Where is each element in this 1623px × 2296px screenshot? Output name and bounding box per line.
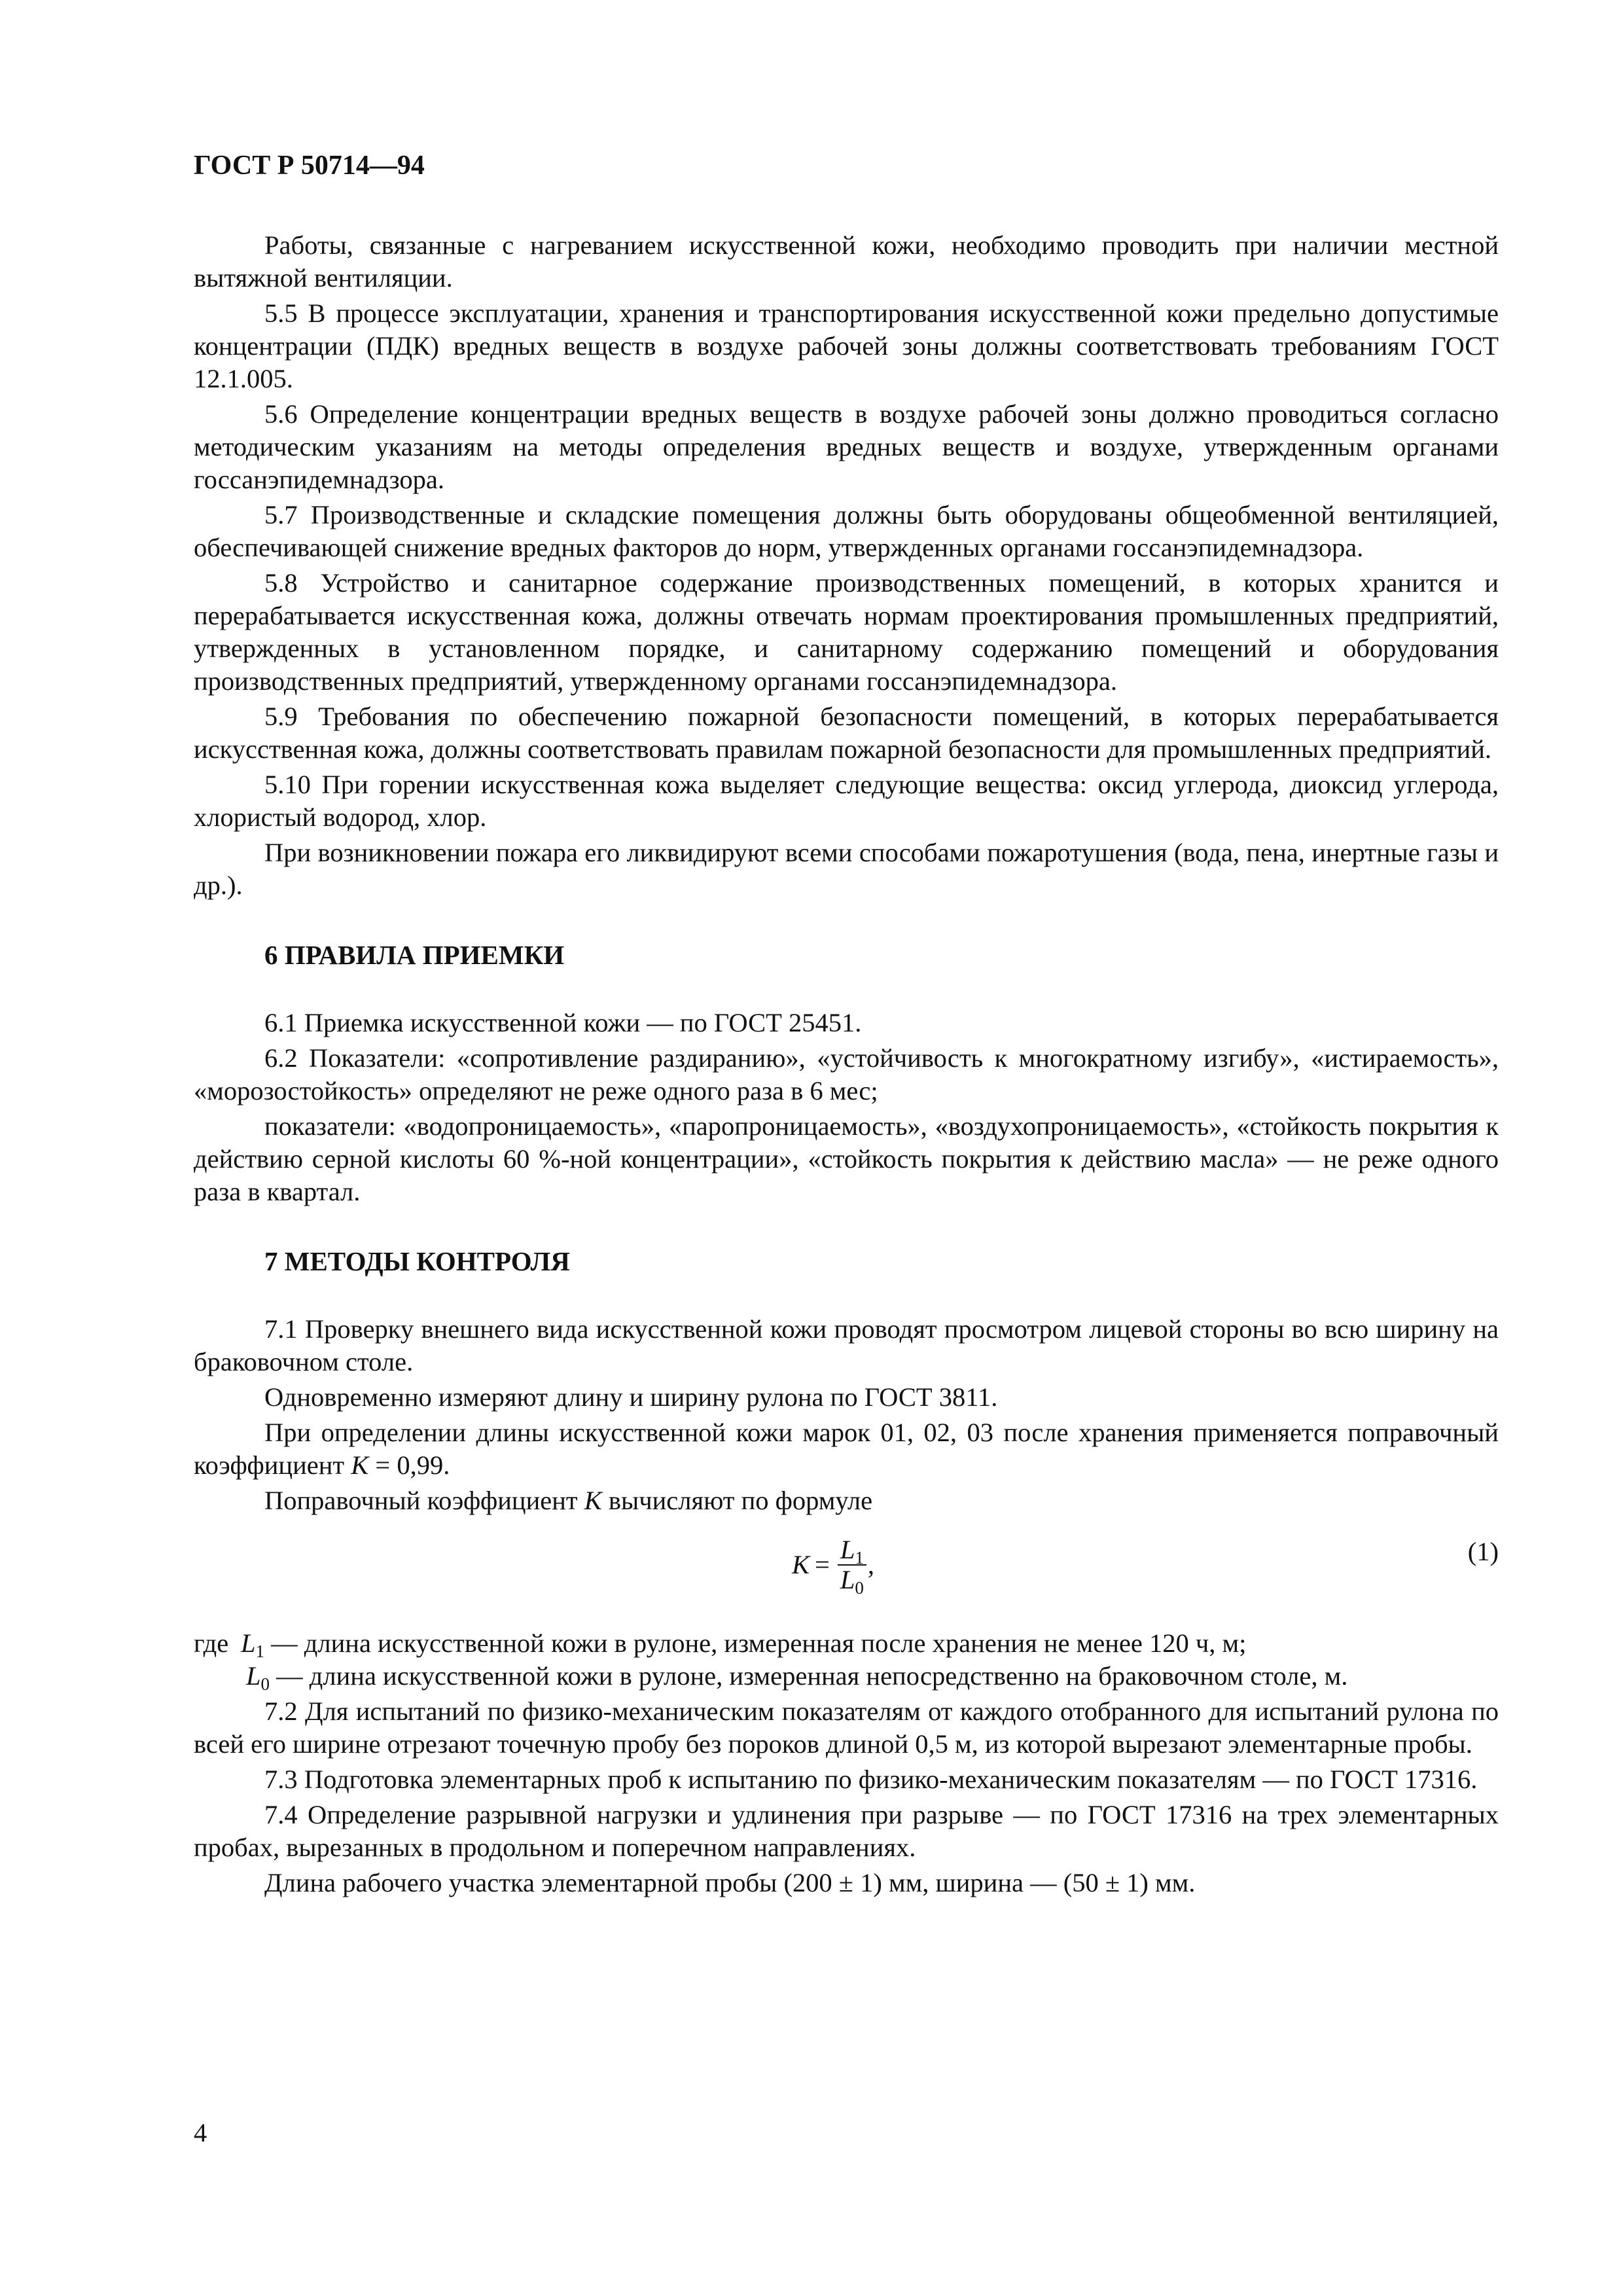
paragraph-text: вычисляют по формуле [601,1486,873,1515]
paragraph [194,1484,1499,1517]
fraction-denominator [838,1564,866,1598]
paragraph: При возникновении пожара его ликвидируют всеми способами пожаротушения (вода, пена, инертные газы и др.). [194,838,1499,900]
paragraph: 5.9 Требования по обеспечению пожарной безопасности помещений, в которых перерабатывается искусственная кожа, должны соответствовать правилам пожарной безопасности для промышленных предприятий. [194,702,1499,764]
document-header: ГОСТ Р 50714—94 [194,151,425,181]
paragraph: Работы, связанные с нагреванием искусственной кожи, необходимо проводить при наличии местной вытяжной вентиляции. [194,230,1499,293]
paragraph: 5.5 В процессе эксплуатации, хранения и транспортирования искусственной кожи предельно допустимые концентрации (ПДК) вредных веществ в воздухе рабочей зоны должны соответствовать требованиям ГОСТ 12.1.005. [194,298,1499,393]
paragraph: Длина рабочего участка элементарной пробы (200 ± 1) мм, ширина — (50 ± 1) мм. [264,1868,1196,1897]
equation-number: (1) [1467,1537,1499,1566]
page-number: 4 [194,2118,207,2147]
formula-lhs: K [792,1550,810,1579]
paragraph: 6.1 Приемка искусственной кожи — по ГОСТ 25451. [264,1008,862,1037]
formula-comma: , [867,1550,875,1579]
variable: L [840,1565,855,1594]
subscript: 1 [855,1548,864,1568]
paragraph-text: При определении длины искусственной кожи марок 01, 02, 03 после хранения применяется поправочный коэффициент [194,1418,1499,1480]
subscript: 0 [855,1578,864,1598]
paragraph: 5.10 При горении искусственная кожа выделяет следующие вещества: оксид углерода, диоксид углерода, хлористый водород, хлор. [194,770,1499,832]
formula-equals: = [815,1550,830,1579]
paragraph-text: Поправочный коэффициент [264,1486,584,1515]
variable: K [351,1450,369,1480]
variable: L [241,1628,256,1658]
fraction-numerator [838,1535,866,1568]
page-body [194,229,1499,1899]
where-label: где [194,1628,229,1658]
paragraph: показатели: «водопроницаемость», «паропроницаемость», «воздухопроницаемость», «стойкость покрытия к действию серной кислоты 60 %-ной концентрации», «стойкость покрытия к действию масла» — не реже одного раза в квартал. [194,1111,1499,1206]
formula [792,1535,875,1598]
paragraph: 7.2 Для испытаний по физико-механическим показателям от каждого отобранного для испытаний рулона по всей его ширине отрезают точечную пробу без пороков длиной 0,5 м, из которой вырезают элементарные пробы. [194,1696,1499,1759]
variable: L [840,1535,855,1564]
section-heading: 6 ПРАВИЛА ПРИЕМКИ [264,940,565,970]
paragraph: 5.6 Определение концентрации вредных веществ в воздухе рабочей зоны должно проводиться согласно методическим указаниям на методы определения вредных веществ и воздухе, утвержденным органами госсанэпидемнадзора. [194,399,1499,494]
paragraph: Одновременно измеряют длину и ширину рулона по ГОСТ 3811. [264,1382,998,1412]
fraction [838,1535,866,1598]
paragraph: 7.1 Проверку внешнего вида искусственной кожи проводят просмотром лицевой стороны во всю ширину на браковочном столе. [194,1314,1499,1376]
variable: L [246,1661,261,1691]
paragraph: 5.8 Устройство и санитарное содержание производственных помещений, в которых хранится и перерабатывается искусственная кожа, должны отвечать нормам проектирования промышленных предприятий, утвержденных в установленном порядке, и санитарному содержанию помещений и оборудования производственных предприятий, утвержденному органами госсанэпидемнадзора. [194,568,1499,696]
formula-explanation [246,1660,1499,1693]
paragraph: 6.2 Показатели: «сопротивление раздиранию», «устойчивость к многократному изгибу», «истираемость», «морозостойкость» определяют не реже одного раза в 6 мес; [194,1043,1499,1105]
section-heading: 7 МЕТОДЫ КОНТРОЛЯ [264,1246,570,1276]
paragraph: 7.3 Подготовка элементарных проб к испытанию по физико-механическим показателям — по ГОСТ 17316. [264,1765,1478,1794]
explanation-text: — длина искусственной кожи в рулоне, измеренная непосредственно на браковочном столе, м. [270,1661,1348,1691]
paragraph: 5.7 Производственные и складские помещения должны быть оборудованы общеобменной вентиляцией, обеспечивающей снижение вредных факторов до норм, утвержденных органами госсанэпидемнадзора. [194,500,1499,562]
paragraph: 7.4 Определение разрывной нагрузки и удлинения при разрыве — по ГОСТ 17316 на трех элементарных пробах, вырезанных в продольном и поперечном направлениях. [194,1800,1499,1862]
paragraph [194,1416,1499,1482]
formula-block [194,1532,1499,1615]
variable: K [584,1486,602,1515]
subscript: 0 [260,1674,270,1694]
formula-explanation [194,1627,1499,1660]
paragraph-text: = 0,99. [368,1450,450,1480]
subscript: 1 [255,1641,265,1661]
explanation-text: — длина искусственной кожи в рулоне, измеренная после хранения не менее 120 ч, м; [264,1628,1247,1658]
